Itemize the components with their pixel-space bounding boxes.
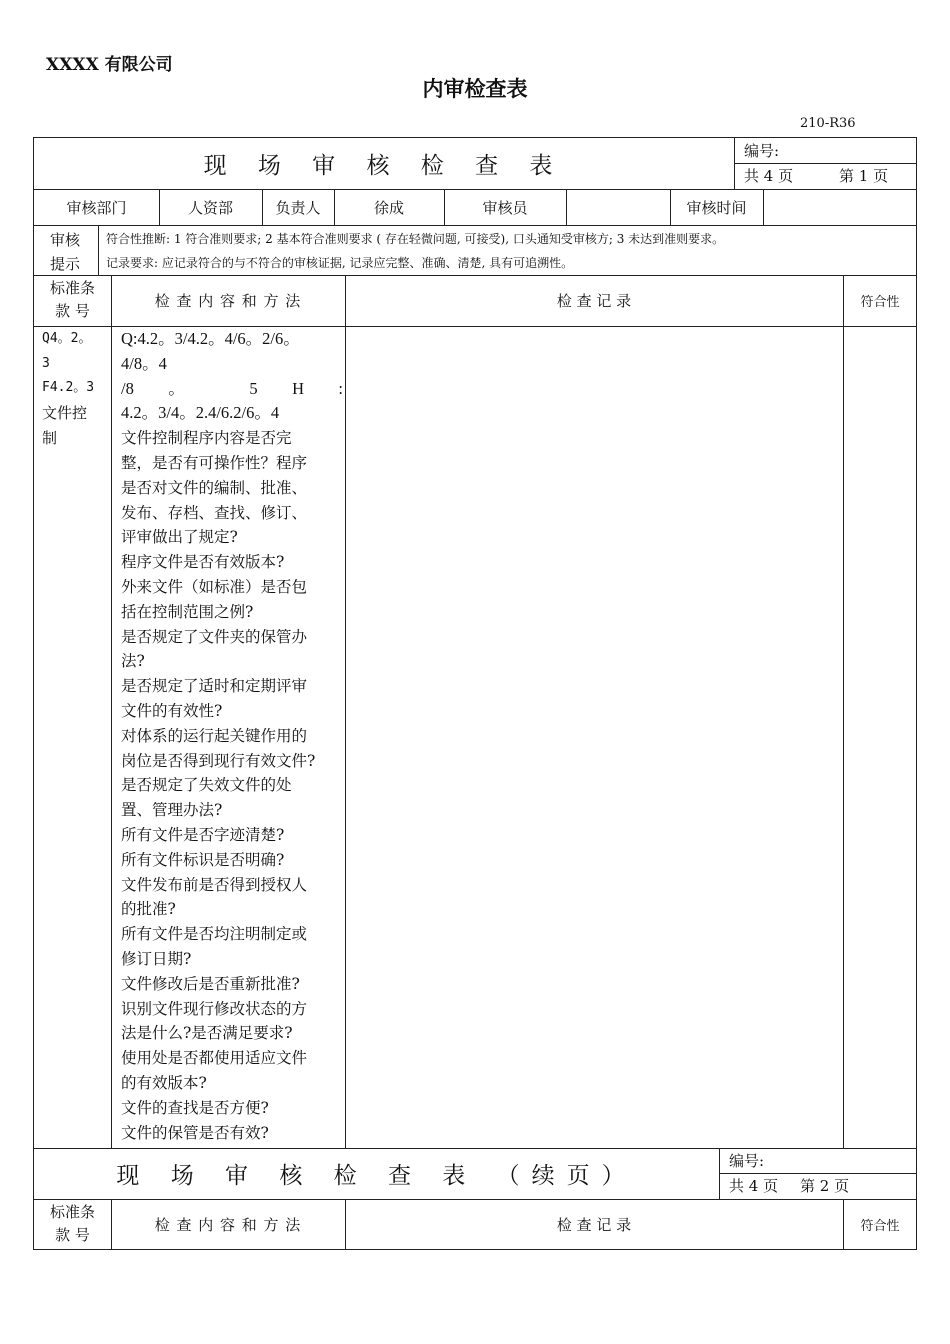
question-line: 发布、存档、查找、修订、 (121, 503, 308, 522)
question-line: 是否规定了失效文件的处 (121, 776, 292, 795)
hint-label-line1: 审核 (50, 231, 81, 249)
code-line: Q:4.2。3/4.2。4/6。2/6。 (121, 329, 300, 348)
col-conform-header: 符合性 (860, 295, 900, 310)
sheet2-col-conform-header: 符合性 (860, 1219, 900, 1234)
question-line: 文件的保管是否有效? (121, 1123, 269, 1142)
col-clause-header-line2: 款 号 (55, 302, 90, 320)
audit-time-value (763, 189, 917, 225)
auditor-label: 审核员 (482, 198, 528, 217)
question-line: 修订日期? (121, 949, 192, 968)
question-line: 所有文件标识是否明确? (121, 850, 285, 869)
question-line: 岗位是否得到现行有效文件? (121, 751, 316, 770)
sheet2-title: 现 场 审 核 检 查 表 （续页） (116, 1163, 637, 1189)
code-line: 4/8。4 (121, 353, 167, 373)
question-line: 文件的查找是否方便? (121, 1098, 269, 1117)
page-number: 第 1 页 (839, 167, 889, 185)
question-line: 文件发布前是否得到授权人 (121, 875, 308, 894)
sheet2-col-content-header: 检 查 内 容 和 方 法 (154, 1216, 302, 1234)
col-clause-header-line1: 标准条 (49, 279, 95, 297)
question-line: 评审做出了规定? (121, 528, 238, 547)
document-title: 内审检查表 (422, 76, 528, 101)
auditor-value (566, 189, 670, 225)
sheet-title: 现 场 审 核 检 查 表 (203, 153, 565, 179)
question-line: 文件控制程序内容是否完 (121, 429, 292, 448)
standard-codes (121, 327, 343, 426)
hint-label (50, 228, 80, 276)
clause-line: F4.2。3 (42, 380, 95, 396)
question-line: 的批准? (121, 900, 176, 919)
sheet2-col-clause-header-line1: 标准条 (49, 1203, 95, 1221)
question-line: 置、管理办法? (121, 801, 223, 820)
owner-label: 负责人 (275, 198, 321, 217)
question-line: 外来文件（如标准）是否包 (121, 577, 308, 596)
question-line: 文件修改后是否重新批准? (121, 974, 300, 993)
question-line: 是否规定了文件夹的保管办 (121, 627, 308, 646)
hint-conformity: 符合性推断: 1 符合准则要求; 2 基本符合准则要求 ( 存在轻微问题, 可接受), 口头通知受审核方; 3 未达到准则要求。 (106, 232, 725, 246)
question-line: 是否对文件的编制、批准、 (121, 478, 308, 497)
document-code: 210-R36 (800, 116, 856, 131)
content-cell (121, 327, 343, 1145)
number-label: 编号: (744, 142, 780, 160)
question-line: 所有文件是否均注明制定或 (121, 925, 308, 944)
question-line: 法是什么?是否满足要求? (121, 1024, 293, 1043)
question-line: 括在控制范围之例? (121, 602, 254, 621)
col-record-header: 检 查 记 录 (556, 292, 632, 310)
question-line: 程序文件是否有效版本? (121, 553, 285, 572)
checklist-table (33, 137, 917, 1250)
question-line: 是否规定了适时和定期评审 (121, 677, 308, 696)
clause-line: 3 (42, 355, 50, 371)
record-cell[interactable] (345, 326, 843, 1148)
sheet2-page-count: 共 4 页 (729, 1177, 779, 1195)
question-line: 所有文件是否字迹清楚? (121, 825, 285, 844)
question-line: 文件的有效性? (121, 701, 223, 720)
clause-line: 文件控 (42, 404, 88, 423)
conform-cell[interactable] (843, 326, 917, 1148)
code-line: 4.2。3/4。2.4/6.2/6。4 (121, 403, 280, 423)
dept-label: 审核部门 (66, 198, 127, 217)
sheet2-col-clause-header (34, 1201, 111, 1247)
hint-label-line2: 提示 (50, 255, 81, 273)
owner-value: 徐成 (373, 198, 404, 217)
sheet2-col-record-header: 检 查 记 录 (556, 1216, 632, 1234)
sheet2-number-label: 编号: (729, 1152, 765, 1170)
code-line: /8 。 5 H : (121, 378, 343, 398)
question-line: 法? (121, 652, 145, 671)
company-name: XXXX 有限公司 (46, 55, 173, 75)
question-line: 识别文件现行修改状态的方 (121, 999, 308, 1018)
question-line: 使用处是否都使用适应文件 (121, 1049, 308, 1068)
clause-cell (42, 327, 108, 451)
clause-line: 制 (42, 428, 58, 447)
question-line: 整，是否有可操作性？程序 (121, 453, 308, 472)
hint-record-requirement: 记录要求: 应记录符合的与不符合的审核证据, 记录应完整、准确、清楚, 具有可追溯性。 (106, 256, 574, 270)
page-count: 共 4 页 (744, 167, 794, 185)
dept-value: 人资部 (187, 198, 233, 217)
sheet2-col-clause-header-line2: 款 号 (55, 1226, 90, 1244)
audit-time-label: 审核时间 (686, 198, 747, 217)
clause-line: Q4。2。 (42, 331, 92, 346)
question-line: 对体系的运行起关键作用的 (121, 726, 308, 745)
question-line: 的有效版本? (121, 1073, 207, 1092)
col-clause-header (34, 277, 111, 323)
col-content-header: 检 查 内 容 和 方 法 (154, 292, 302, 310)
sheet2-page-number: 第 2 页 (800, 1177, 850, 1195)
